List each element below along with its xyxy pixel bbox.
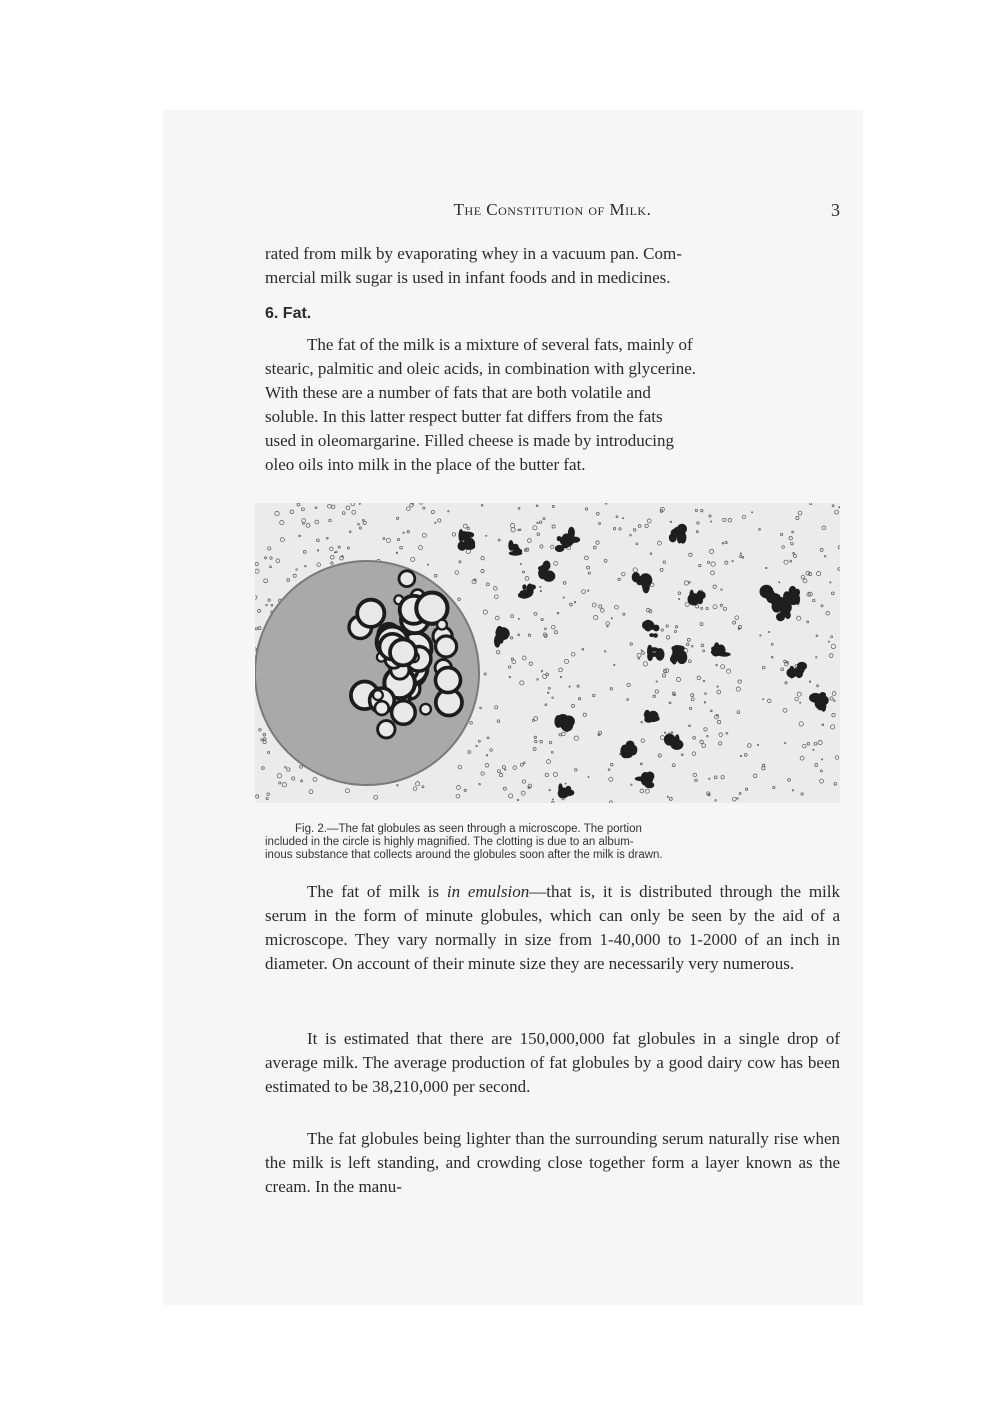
running-title: The Constitution of Milk. — [453, 200, 652, 219]
text-line: rated from milk by evaporating whey in a vacuum pan. Com- — [265, 244, 682, 263]
text-line: With these are a number of fats that are both volatile and — [265, 383, 651, 402]
emulsion-italic: in emulsion — [446, 882, 530, 901]
estimate-text: It is estimated that there are 150,000,000 fat globules in a single drop of average milk. The average production of fat globules by a good dairy cow has been estimated to be 38,210,000 per second. — [265, 1029, 840, 1096]
text-line: soluble. In this latter respect butter fat differs from the fats — [265, 407, 663, 426]
microscope-figure — [255, 503, 840, 803]
text-line: mercial milk sugar is used in infant foods and in medicines. — [265, 268, 671, 287]
emulsion-text-start: The fat of milk is — [307, 882, 447, 901]
caption-line: included in the circle is highly magnified. The clotting is due to an album- — [265, 836, 634, 848]
page-header — [265, 200, 840, 226]
caption-line: inous substance that collects around the globules soon after the milk is drawn. — [265, 849, 663, 861]
caption-line: Fig. 2.—The fat globules as seen through a microscope. The portion — [295, 823, 642, 835]
fat-globule-micrograph — [255, 503, 840, 803]
paragraph-milk-sugar — [265, 242, 840, 290]
emulsion-text-rest: —that is, it is distributed through the milk serum in the form of minute globules, which can only be seen by the aid of a microscope. They vary normally in size from 1-40,000 to 1-2000 of an inch in diameter. On account of their minute size they are necessarily very numerous. — [265, 882, 840, 973]
paragraph-estimate — [265, 1027, 840, 1099]
text-line: stearic, palmitic and oleic acids, in combination with glycerine. — [265, 359, 697, 378]
text-line: oleo oils into milk in the place of the butter fat. — [265, 455, 586, 474]
paragraph-fat-composition — [265, 333, 840, 477]
section-heading: 6. Fat. — [265, 305, 312, 322]
paragraph-emulsion — [265, 880, 840, 976]
figure-caption — [265, 823, 840, 862]
page-number: 3 — [831, 200, 840, 220]
paragraph-cream — [265, 1127, 840, 1199]
text-line: used in oleomargarine. Filled cheese is made by introducing — [265, 431, 674, 450]
text-line: The fat of the milk is a mixture of several fats, mainly of — [307, 335, 693, 354]
cream-text: The fat globules being lighter than the surrounding serum naturally rise when the milk is left standing, and crowding close together form a layer known as the cream. In the manu- — [265, 1129, 840, 1196]
